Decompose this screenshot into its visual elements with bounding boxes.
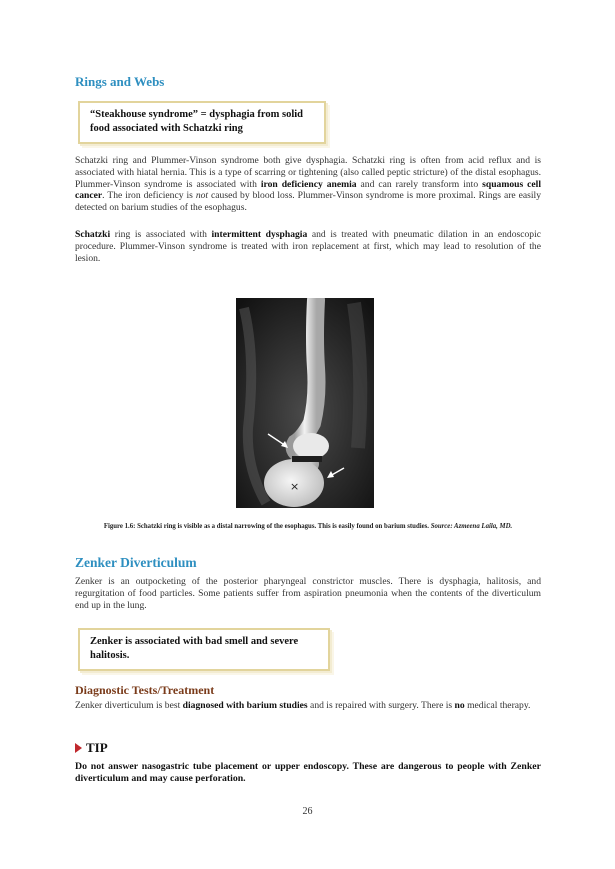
paragraph-zenker-1: Zenker is an outpocketing of the posterior pharyngeal constrictor muscles. There is dysphagia, halitosis, and regurgitation of food particles. Some patients suffer from aspiration pneumonia when the contents of the diverticulum end up in the lung. — [75, 576, 541, 611]
callout-zenker: Zenker is associated with bad smell and severe halitosis. — [78, 628, 330, 671]
triangle-arrow-icon — [75, 743, 82, 753]
paragraph-rings-1: Schatzki ring and Plummer-Vinson syndrome both give dysphagia. Schatzki ring is often from acid reflux and is associated with hiatal hernia. This is a type of scarring or tightening (also called peptic stricture) of the distal esophagus. Plummer-Vinson syndrome is associated with iron deficiency anemia and can rarely transform into squamous cell cancer. The iron deficiency is not caused by blood loss. Plummer-Vinson syndrome is more proximal. Rings are easily detected on barium studies of the esophagus. — [75, 155, 541, 214]
tip-heading — [75, 740, 108, 756]
tip-body: Do not answer nasogastric tube placement or upper endoscopy. These are dangerous to people with Zenker diverticulum and may cause perforation. — [75, 761, 541, 785]
xray-figure — [236, 298, 374, 508]
page-number: 26 — [302, 806, 313, 817]
figure-marker: × — [290, 480, 300, 493]
section-heading-rings-webs: Rings and Webs — [75, 74, 165, 89]
subheading-diagnostic: Diagnostic Tests/Treatment — [75, 683, 215, 697]
callout-steakhouse: “Steakhouse syndrome” = dysphagia from solid food associated with Schatzki ring — [78, 101, 326, 144]
barium-esophagram-image — [236, 298, 374, 508]
paragraph-zenker-2: Zenker diverticulum is best diagnosed with barium studies and is repaired with surgery. There is no medical therapy. — [75, 700, 531, 711]
section-heading-zenker: Zenker Diverticulum — [75, 555, 197, 570]
paragraph-rings-2: Schatzki ring is associated with intermittent dysphagia and is treated with pneumatic dilation in an endoscopic procedure. Plummer-Vinson syndrome is treated with iron replacement at first, which may lead to resolution of the lesion. — [75, 229, 541, 264]
tip-heading-label: TIP — [86, 740, 108, 755]
figure-caption: Figure 1.6: Schatzki ring is visible as a distal narrowing of the esophagus. This is easily found on barium studies. Source: Azmeena Laila, MD. — [103, 523, 513, 530]
